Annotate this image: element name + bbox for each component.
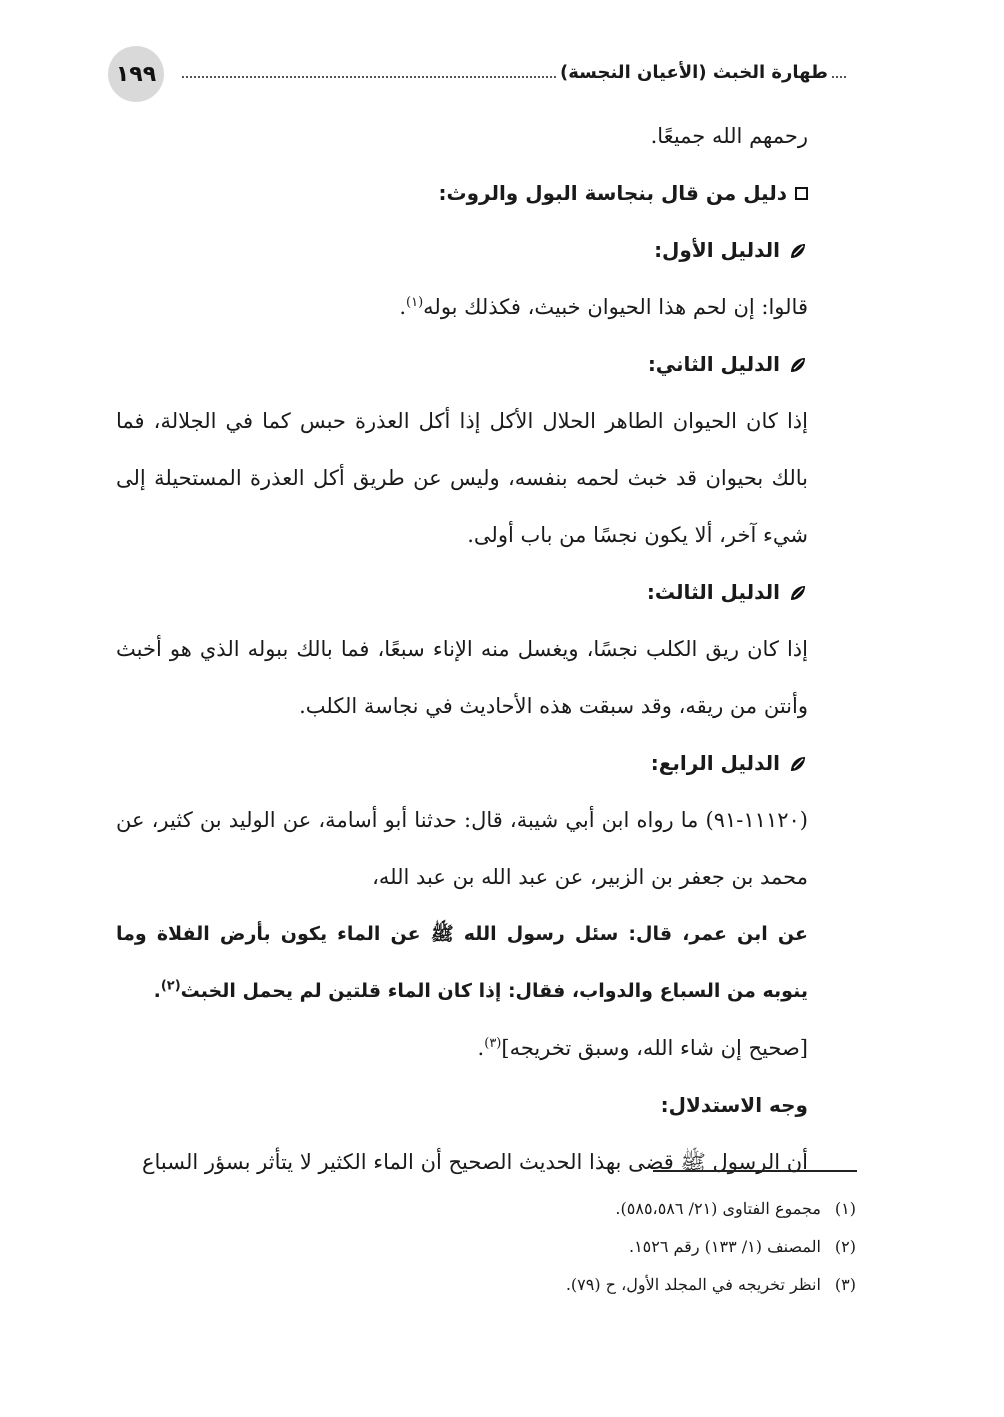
footnote-text: انظر تخريجه في المجلد الأول، ح (٧٩).	[565, 1275, 821, 1294]
grading-end: .	[477, 1036, 485, 1060]
hadith-end: .	[153, 980, 161, 1002]
section-heading-text: دليل من قال بنجاسة البول والروث:	[438, 181, 787, 205]
evidence3-heading-text: الدليل الثالث:	[646, 580, 780, 604]
leaf-ornament-icon	[788, 754, 808, 774]
footnote-marker-1[interactable]: (١)	[406, 295, 424, 310]
hadith-text: عن ابن عمر، قال: سئل رسول الله ﷺ عن الماء يكون بأرض الفلاة وما ينوبه من السباع والدواب، فقال: إذا كان الماء قلتين لم يحمل الخبث	[116, 923, 808, 1002]
grading-line	[116, 1020, 808, 1077]
evidence1-end: .	[399, 295, 407, 319]
inference-heading-text: وجه الاستدلال:	[660, 1093, 808, 1117]
evidence2-heading-text: الدليل الثاني:	[647, 352, 780, 376]
evidence1-paragraph	[116, 279, 808, 336]
paragraph-closing: رحمهم الله جميعًا.	[650, 124, 808, 148]
footnote-separator	[653, 1170, 857, 1172]
leaf-ornament-icon	[788, 241, 808, 261]
square-bullet-icon	[795, 187, 808, 200]
evidence1-heading-text: الدليل الأول:	[654, 238, 780, 262]
footnote-number: (٣)	[834, 1275, 856, 1294]
page-number: ١٩٩	[108, 46, 164, 102]
running-header	[182, 55, 846, 89]
leaf-ornament-icon	[788, 583, 808, 603]
header-dots-right	[832, 76, 846, 78]
evidence2-heading	[116, 336, 808, 393]
isnad-paragraph: (١١١٢٠-٩١) ما رواه ابن أبي شيبة، قال: حدثنا أبو أسامة، عن الوليد بن كثير، عن محمد بن جعفر بن الزبير، عن عبد الله بن عبد الله،	[116, 808, 808, 889]
evidence1-text: قالوا: إن لحم هذا الحيوان خبيث، فكذلك بوله	[423, 295, 808, 319]
footnote-number: (٢)	[834, 1237, 856, 1256]
evidence4-heading-text: الدليل الرابع:	[650, 751, 780, 775]
evidence2-paragraph: إذا كان الحيوان الطاهر الحلال الأكل إذا أكل العذرة حبس كما في الجلالة، فما بالك بحيوان قد خبث لحمه بنفسه، وليس عن طريق أكل العذرة المستحيلة إلى شيء آخر، ألا يكون نجسًا من باب أولى.	[116, 409, 808, 547]
footnote-item	[300, 1228, 856, 1266]
leaf-ornament-icon	[788, 355, 808, 375]
evidence4-heading	[116, 735, 808, 792]
footnote-text: مجموع الفتاوى (٢١/ ٥٨٥،٥٨٦).	[615, 1199, 821, 1218]
header-dots-left	[182, 76, 556, 78]
main-text	[116, 108, 808, 1191]
evidence3-heading	[116, 564, 808, 621]
footnote-item	[300, 1190, 856, 1228]
inference-heading	[116, 1077, 808, 1134]
footnote-number: (١)	[834, 1199, 856, 1218]
section-heading	[116, 165, 808, 222]
grading-text: [صحيح إن شاء الله، وسبق تخريجه]	[501, 1036, 808, 1060]
hadith-paragraph	[116, 906, 808, 1020]
footnote-text: المصنف (١/ ١٣٣) رقم ١٥٢٦.	[628, 1237, 821, 1256]
evidence1-heading	[116, 222, 808, 279]
evidence3-paragraph: إذا كان ريق الكلب نجسًا، ويغسل منه الإناء سبعًا، فما بالك ببوله الذي هو أخبث وأنتن من ريقه، وقد سبقت هذه الأحاديث في نجاسة الكلب.	[116, 637, 808, 718]
footnote-marker-2[interactable]: (٢)	[160, 978, 181, 994]
footnote-item	[300, 1266, 856, 1304]
footnotes	[300, 1190, 856, 1304]
footnote-marker-3[interactable]: (٣)	[484, 1036, 502, 1051]
inference-paragraph: أن الرسول ﷺ قضى بهذا الحديث الصحيح أن الماء الكثير لا يتأثر بسؤر السباع	[141, 1150, 808, 1174]
header-title: طهارة الخبث (الأعيان النجسة)	[560, 61, 828, 83]
